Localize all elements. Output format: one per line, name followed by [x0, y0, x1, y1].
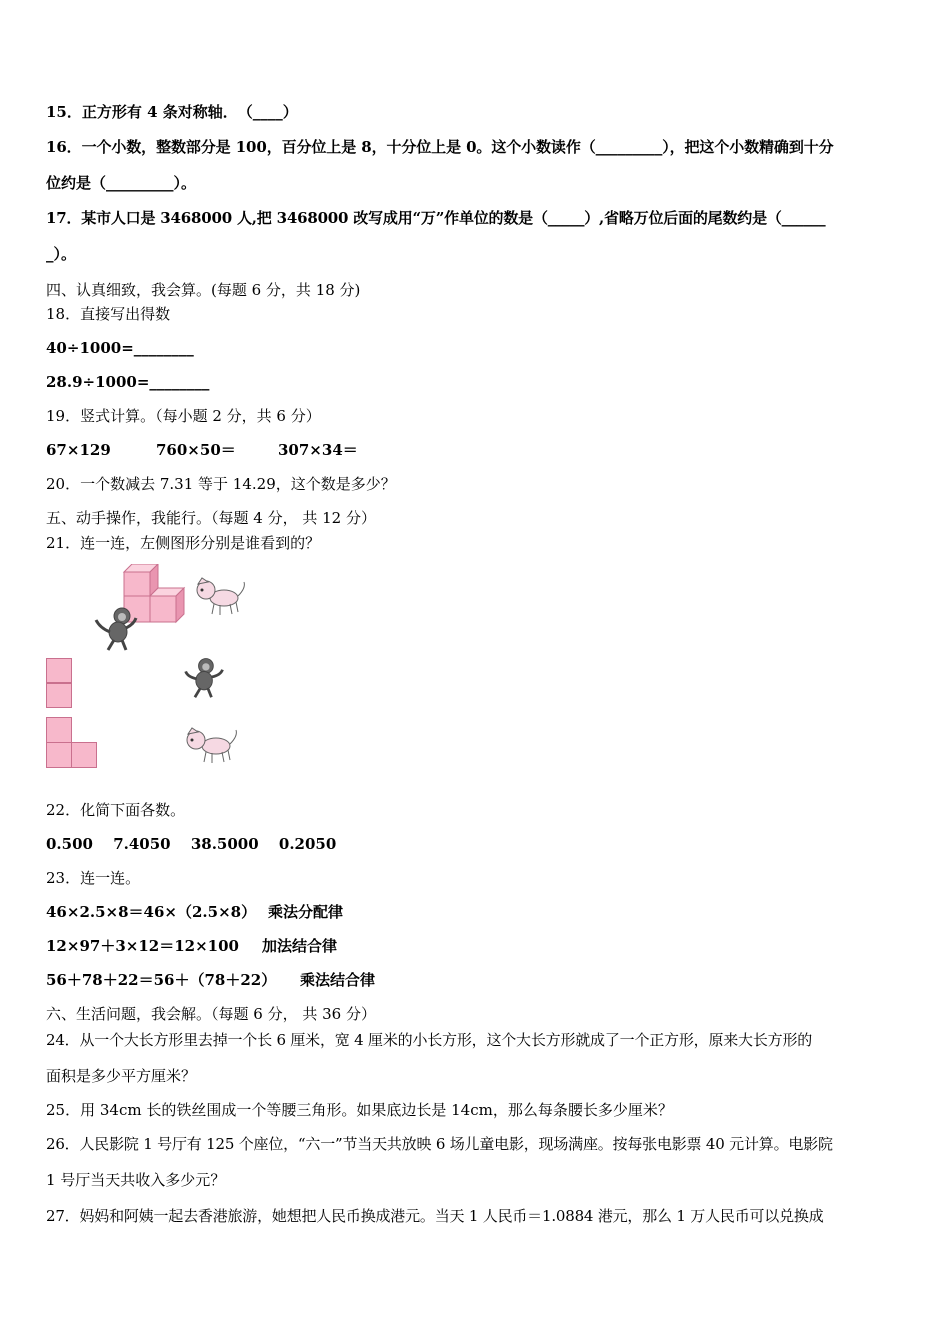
question-23a-law: 乘法分配律: [268, 903, 344, 921]
dog-figure-bottom: [180, 724, 240, 768]
question-23c-law: 乘法结合律: [300, 971, 376, 989]
question-19a: 67×129: [46, 441, 111, 459]
question-24-cont: 面积是多少平方厘米？: [46, 1067, 197, 1085]
question-22-values: 0.500 7.4050 38.5000 0.2050: [46, 835, 337, 853]
question-16: 16．一个小数，整数部分是 100，百分位上是 8，十分位上是 0。这个小数读作（_________），把这个小数精确到十分: [46, 138, 834, 156]
question-16-cont: 位约是（_________）。: [46, 174, 197, 192]
question-24: 24．从一个大长方形里去掉一个长 6 厘米，宽 4 厘米的小长方形，这个大长方形就成了一个正方形，原来大长方形的: [46, 1031, 813, 1049]
question-18a: 40÷1000=________: [46, 339, 194, 357]
question-15: 15．正方形有 4 条对称轴． （____）: [46, 103, 298, 121]
question-25: 25．用 34cm 长的铁丝围成一个等腰三角形。如果底边长是 14cm，那么每条腰长多少厘米？: [46, 1101, 673, 1119]
question-18: 18．直接写出得数: [46, 305, 171, 323]
view-two-stacked-squares: [46, 658, 72, 708]
section-4-heading: 四、认真细致，我会算。(每题 6 分，共 18 分): [46, 281, 361, 299]
question-26: 26．人民影院 1 号厅有 125 个座位，“六一”节当天共放映 6 场儿童电影，现场满座。按每张电影票 40 元计算。电影院: [46, 1135, 833, 1153]
question-23b-law: 加法结合律: [262, 937, 338, 955]
question-17: 17．某市人口是 3468000 人,把 3468000 改写成用“万”作单位的数是（_____）,省略万位后面的尾数约是（______: [46, 209, 826, 227]
question-19b: 760×50＝: [156, 441, 236, 459]
question-19c: 307×34＝: [278, 441, 358, 459]
section-5-heading: 五、动手操作，我能行。（每题 4 分， 共 12 分）: [46, 509, 376, 527]
question-23: 23．连一连。: [46, 869, 141, 887]
section-6-heading: 六、生活问题，我会解。（每题 6 分， 共 36 分）: [46, 1005, 376, 1023]
question-18b: 28.9÷1000=________: [46, 373, 210, 391]
question-23b: 12×97＋3×12＝12×100: [46, 937, 239, 955]
monkey-figure-top: [92, 604, 142, 652]
view-l-shape: [46, 717, 98, 768]
question-17-cont: _）。: [46, 245, 77, 263]
question-23a: 46×2.5×8＝46×（2.5×8）: [46, 903, 257, 921]
question-26-cont: 1 号厅当天共收入多少元？: [46, 1171, 226, 1189]
question-22: 22．化简下面各数。: [46, 801, 186, 819]
question-21: 21．连一连，左侧图形分别是谁看到的？: [46, 534, 321, 552]
question-23c: 56＋78＋22＝56＋（78＋22）: [46, 971, 277, 989]
question-19: 19．竖式计算。（每小题 2 分，共 6 分）: [46, 407, 321, 425]
question-20: 20．一个数减去 7.31 等于 14.29，这个数是多少？: [46, 475, 396, 493]
dog-figure-top: [188, 574, 248, 618]
monkey-figure-middle: [182, 654, 228, 700]
question-27: 27．妈妈和阿姨一起去香港旅游，她想把人民币换成港元。当天 1 人民币＝1.0884 港元，那么 1 万人民币可以兑换成: [46, 1207, 824, 1225]
